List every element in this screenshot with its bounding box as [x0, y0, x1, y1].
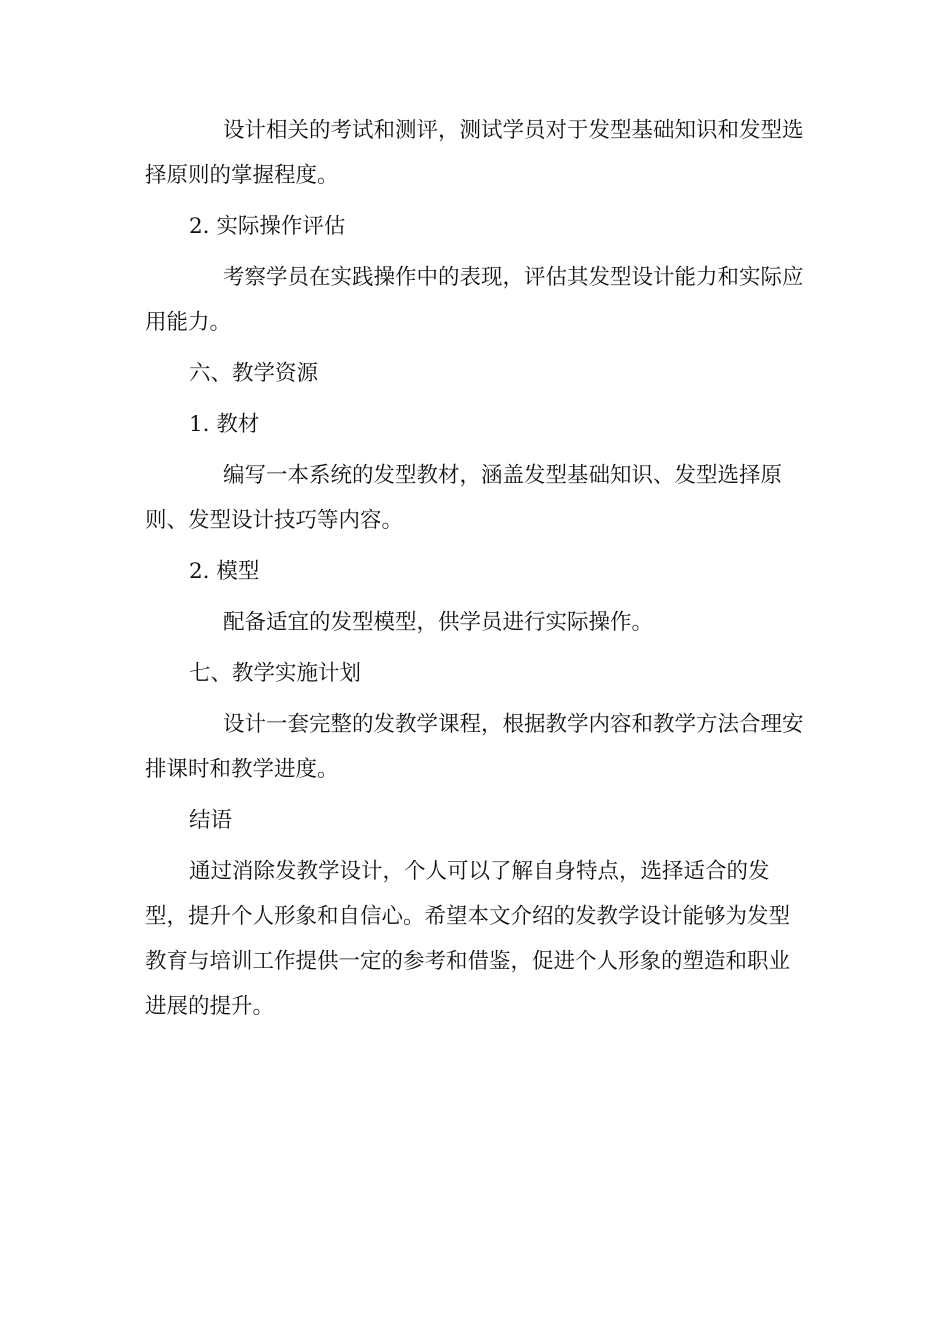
subheading-model: 2. 模型: [189, 559, 260, 584]
document-body: [145, 108, 805, 1035]
section-heading-implementation-plan: 七、教学实施计划: [189, 661, 362, 686]
subheading-textbook: 1. 教材: [189, 412, 260, 437]
paragraph-model: 配备适宜的发型模型，供学员进行实际操作。: [223, 610, 654, 635]
paragraph-conclusion: 通过消除发教学设计，个人可以了解自身特点，选择适合的发型，提升个人形象和自信心。希望本文介绍的发教学设计能够为发型教育与培训工作提供一定的参考和借鉴，促进个人形象的塑造和职业进展的提升。: [145, 859, 791, 1019]
paragraph-assessment-exam: 设计相关的考试和测评，测试学员对于发型基础知识和发型选择原则的掌握程度。: [145, 118, 804, 188]
section-heading-teaching-resources: 六、教学资源: [189, 361, 319, 386]
paragraph-practical-assessment: 考察学员在实践操作中的表现，评估其发型设计能力和实际应用能力。: [145, 265, 804, 335]
paragraph-implementation-plan: 设计一套完整的发教学课程，根据教学内容和教学方法合理安排课时和教学进度。: [145, 712, 804, 782]
paragraph-textbook: 编写一本系统的发型教材，涵盖发型基础知识、发型选择原则、发型设计技巧等内容。: [145, 463, 783, 533]
section-heading-conclusion: 结语: [189, 808, 233, 833]
subheading-practical-assessment: 2. 实际操作评估: [189, 214, 346, 239]
